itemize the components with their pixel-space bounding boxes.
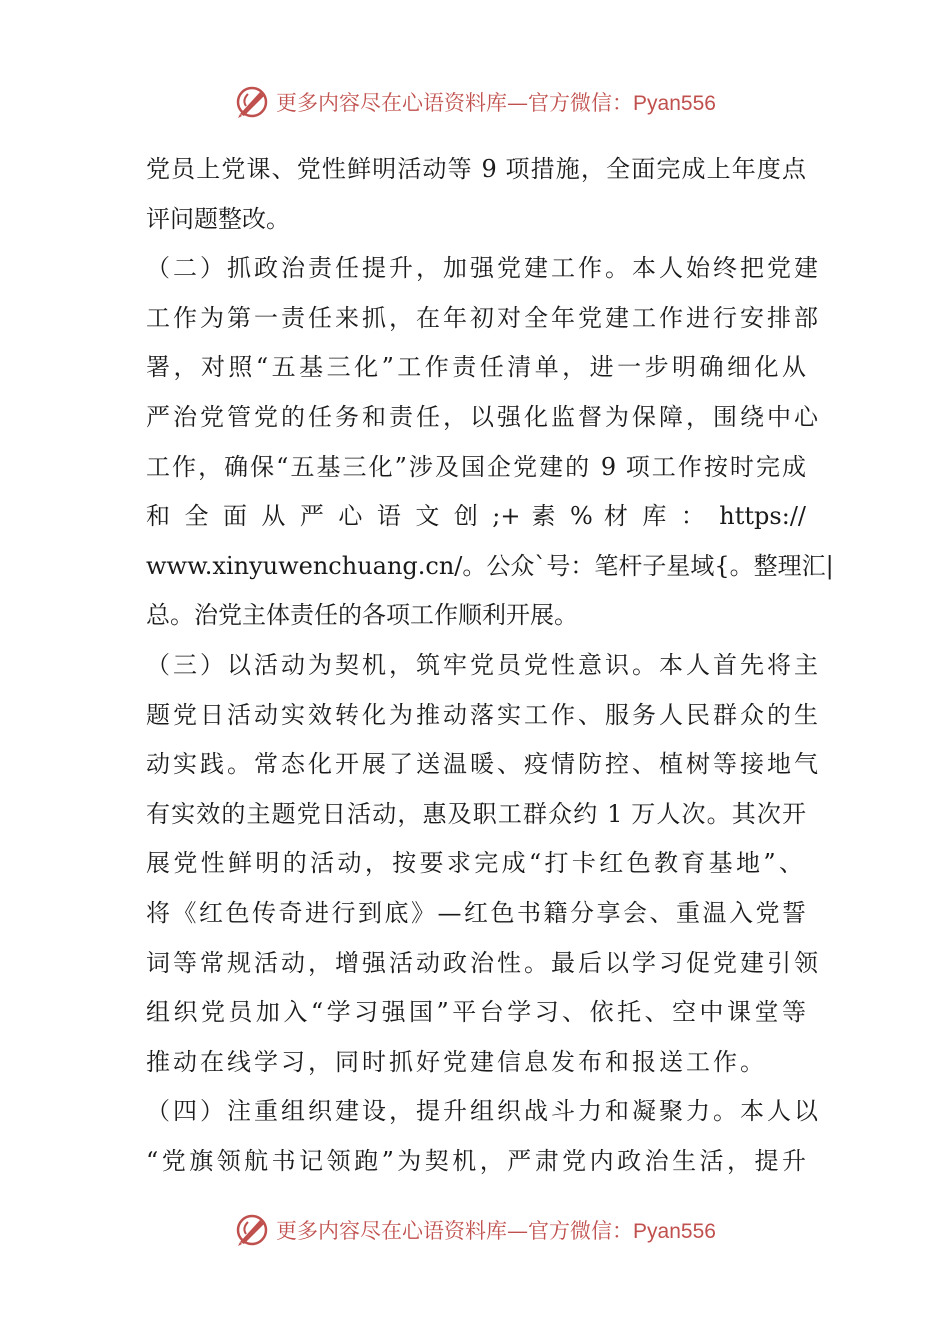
pen-logo-icon <box>234 1212 270 1248</box>
body-line: 评问题整改。 <box>146 204 290 233</box>
body-line: （四）注重组织建设，提升组织战斗力和凝聚力。本人以 <box>146 1097 821 1126</box>
footer-banner <box>0 1210 950 1250</box>
body-line: www.xinyuwenchuang.cn/。公众`号：笔杆子星域{。整理汇| <box>146 551 834 580</box>
body-line: （三）以活动为契机，筑牢党员党性意识。本人首先将主 <box>146 650 821 679</box>
body-line: 题党日活动实效转化为推动落实工作、服务人民群众的生 <box>146 700 821 729</box>
body-line: 将《红色传奇进行到底》—红色书籍分享会、重温入党誓 <box>146 898 806 927</box>
body-line: 工作，确保“五基三化”涉及国企党建的 9 项工作按时完成 <box>146 452 806 481</box>
footer-wechat-id: Pyan556 <box>633 1220 716 1243</box>
footer-banner-label: 更多内容尽在心语资料库—官方微信： <box>276 1219 634 1243</box>
body-line: 展党性鲜明的活动，按要求完成“打卡红色教育基地”、 <box>146 849 806 878</box>
document-body <box>146 145 834 1186</box>
body-line: （二）抓政治责任提升，加强党建工作。本人始终把党建 <box>146 254 821 283</box>
body-line: 和 全 面 从 严 心 语 文 创 ;+ 素 % 材 库 ： https:// <box>146 502 806 531</box>
body-line: “党旗领航书记领跑”为契机，严肃党内政治生活，提升 <box>146 1146 806 1175</box>
body-line: 严治党管党的任务和责任，以强化监督为保障，围绕中心 <box>146 402 821 431</box>
body-line: 推动在线学习，同时抓好党建信息发布和报送工作。 <box>146 1047 767 1076</box>
body-line: 组织党员加入“学习强国”平台学习、依托、空中课堂等 <box>146 998 806 1027</box>
footer-banner-text <box>276 1215 716 1245</box>
body-line: 工作为第一责任来抓，在年初对全年党建工作进行安排部 <box>146 303 821 332</box>
header-banner <box>0 82 950 122</box>
body-line: 总。治党主体责任的各项工作顺利开展。 <box>146 601 578 630</box>
header-banner-label: 更多内容尽在心语资料库—官方微信： <box>276 91 634 115</box>
body-line: 词等常规活动，增强活动政治性。最后以学习促党建引领 <box>146 948 821 977</box>
body-line: 动实践。常态化开展了送温暖、疫情防控、植树等接地气 <box>146 750 821 779</box>
body-line: 党员上党课、党性鲜明活动等 9 项措施，全面完成上年度点 <box>146 155 806 183</box>
header-wechat-id: Pyan556 <box>633 92 716 115</box>
body-line: 署，对照“五基三化”工作责任清单，进一步明确细化从 <box>146 353 806 382</box>
body-line: 有实效的主题党日活动，惠及职工群众约 1 万人次。其次开 <box>146 799 806 828</box>
header-banner-text <box>276 87 716 117</box>
pen-logo-icon <box>234 84 270 120</box>
